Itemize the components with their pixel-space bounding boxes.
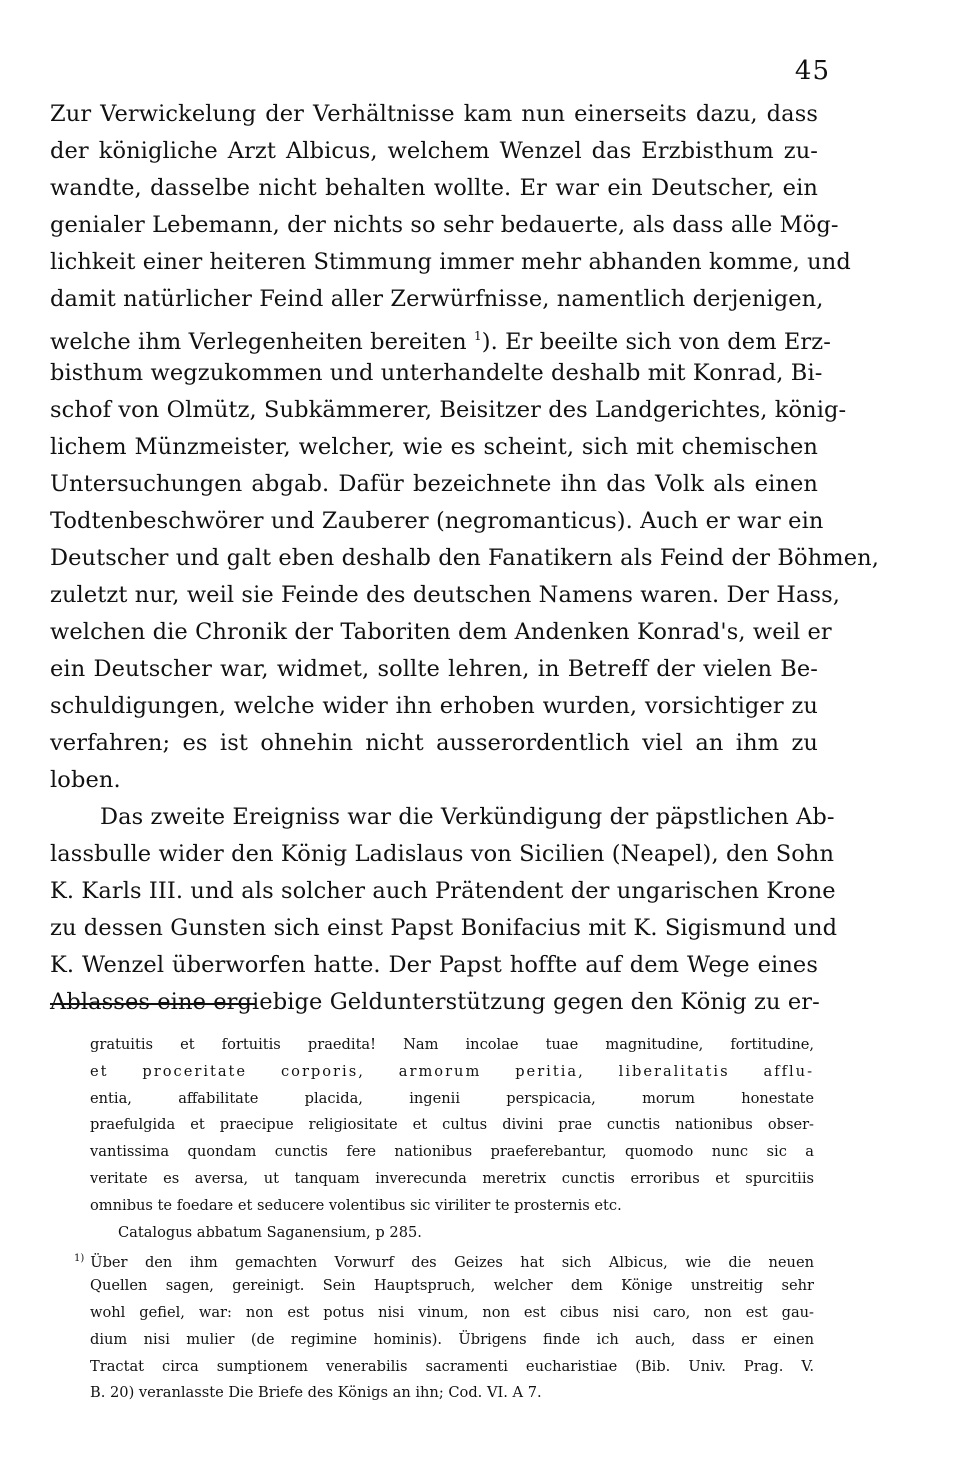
text-line: loben. <box>50 767 121 793</box>
text-line: Untersuchungen abgab. Dafür bezeichnete ihn das Volk als einen <box>50 471 818 497</box>
footnote-line: B. 20) veranlasste Die Briefe des Königs an ihn; Cod. VI. A 7. <box>90 1384 542 1402</box>
text-line: ein Deutscher war, widmet, sollte lehren, in Betreff der vielen Be- <box>50 656 818 682</box>
text-line: Ablasses eine ergiebige Geldunterstützung gegen den König zu er- <box>50 989 820 1015</box>
footnotes <box>74 1032 814 1407</box>
text-line: der königliche Arzt Albicus, welchem Wenzel das Erzbisthum zu- <box>50 138 818 164</box>
text-line: K. Karls III. und als solcher auch Prätendent der ungarischen Krone <box>50 878 836 904</box>
footnote-line: dium nisi mulier (de regimine hominis). Übrigens finde ich auch, dass er einen <box>90 1330 814 1348</box>
text-line: Das zweite Ereigniss war die Verkündigung der päpstlichen Ab- <box>100 804 835 830</box>
text-fragment: welche ihm Verlegenheiten bereiten <box>50 329 467 355</box>
footnote-first-line <box>74 1246 814 1273</box>
text-line: schof von Olmütz, Subkämmerer, Beisitzer des Landgerichtes, könig- <box>50 397 847 423</box>
text-line: bisthum wegzukommen und unterhandelte deshalb mit Konrad, Bi- <box>50 360 823 386</box>
text-line: lichem Münzmeister, welcher, wie es scheint, sich mit chemischen <box>50 434 818 460</box>
note-line: vantissima quondam cunctis fere nationibus praeferebantur, quomodo nunc sic a <box>90 1143 814 1161</box>
text-line: genialer Lebemann, der nichts so sehr bedauerte, als dass alle Mög- <box>50 212 839 238</box>
text-line: zuletzt nur, weil sie Feinde des deutschen Namens waren. Der Hass, <box>50 582 840 608</box>
text-line: zu dessen Gunsten sich einst Papst Bonifacius mit K. Sigismund und <box>50 915 838 941</box>
footnote-line: wohl gefiel, war: non est potus nisi vinum, non est cibus nisi caro, non est gau- <box>90 1303 814 1321</box>
main-text <box>50 96 879 1021</box>
text-line: welchen die Chronik der Taboriten dem Andenken Konrad's, weil er <box>50 619 832 645</box>
note-line: entia, affabilitate placida, ingenii perspicacia, morum honestate <box>90 1089 814 1107</box>
note-line: praefulgida et praecipue religiositate et cultus divini prae cunctis nationibus obser- <box>90 1116 814 1134</box>
text-fragment: ). Er beeilte sich von dem Erz- <box>481 329 831 355</box>
text-line: Zur Verwickelung der Verhältnisse kam nun einerseits dazu, dass <box>50 101 818 127</box>
footnote-divider <box>50 1003 256 1005</box>
text-line: wandte, dasselbe nicht behalten wollte. Er war ein Deutscher, ein <box>50 175 818 201</box>
footnote-reference[interactable]: 1 <box>473 329 482 343</box>
text-line: lassbulle wider den König Ladislaus von Sicilien (Neapel), den Sohn <box>50 841 835 867</box>
note-line: veritate es aversa, ut tanquam inverecunda meretrix cunctis erroribus et spurcitiis <box>90 1169 814 1187</box>
footnote-line: Quellen sagen, gereinigt. Sein Hauptspruch, welcher dem Könige unstreitig sehr <box>90 1277 814 1295</box>
text-line: damit natürlicher Feind aller Zerwürfnisse, namentlich derjenigen, <box>50 286 824 312</box>
footnote-mark: 1) <box>74 1253 85 1265</box>
text-line: Todtenbeschwörer und Zauberer (negromanticus). Auch er war ein <box>50 508 824 534</box>
text-line: Deutscher und galt eben deshalb den Fanatikern als Feind der Böhmen, <box>50 545 879 571</box>
text-line: K. Wenzel überworfen hatte. Der Papst hoffte auf dem Wege eines <box>50 952 818 978</box>
text-line: lichkeit einer heiteren Stimmung immer mehr abhanden komme, und <box>50 249 851 275</box>
footnote-line: Tractat circa sumptionem venerabilis sacramenti eucharistiae (Bib. Univ. Prag. V. <box>90 1357 814 1375</box>
page-number: 45 <box>794 56 830 86</box>
text-line: schuldigungen, welche wider ihn erhoben wurden, vorsichtiger zu <box>50 693 818 719</box>
text-fragment: Über den ihm gemachten Vorwurf des Geizes hat sich Albicus, wie die neuen <box>90 1254 814 1272</box>
note-line: gratuitis et fortuitis praedita! Nam incolae tuae magnitudine, fortitudine, <box>90 1036 814 1053</box>
text-line-with-footnote-ref <box>50 318 831 355</box>
text-line: verfahren; es ist ohnehin nicht ausserordentlich viel an ihm zu <box>50 730 818 756</box>
note-line: et proceritate corporis, armorum peritia, liberalitatis afflu- <box>90 1062 814 1080</box>
note-line: omnibus te foedare et seducere volentibus sic viriliter te prosternis etc. <box>90 1196 622 1214</box>
note-citation: Catalogus abbatum Saganensium, p 285. <box>118 1223 422 1241</box>
